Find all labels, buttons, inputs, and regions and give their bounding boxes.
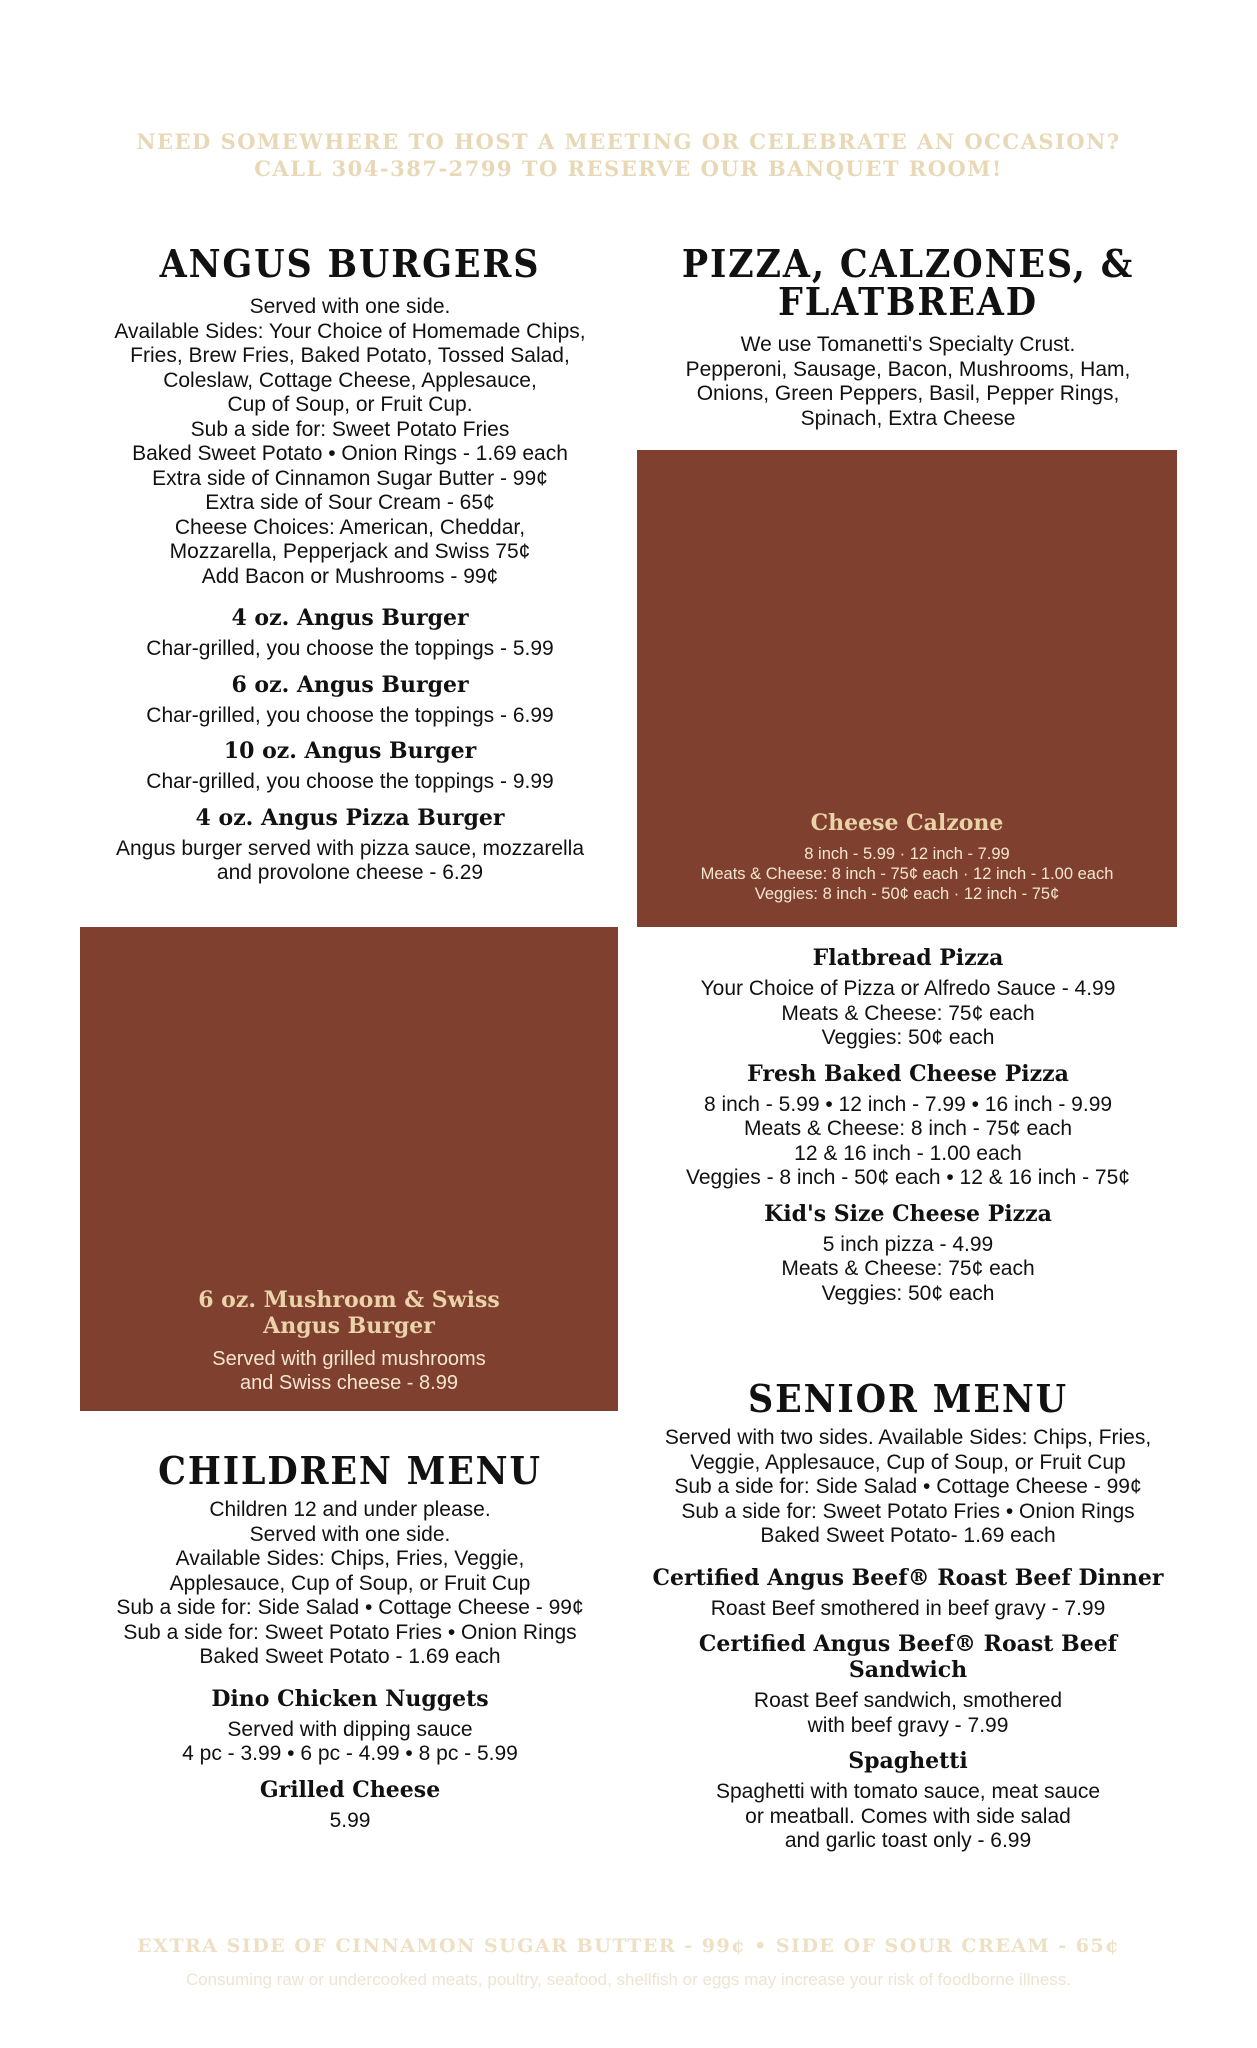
item-name: Spaghetti	[848, 1748, 968, 1774]
item-desc-line: Your Choice of Pizza or Alfredo Sauce - 4.99	[700, 977, 1116, 1000]
item-desc: Char-grilled, you choose the toppings - 9.99	[146, 770, 554, 793]
item-desc: Char-grilled, you choose the toppings - 6.99	[146, 703, 554, 727]
menu-item	[637, 945, 1179, 1051]
item-desc	[637, 1689, 1179, 1738]
item-name-line: Certified Angus Beef® Roast Beef	[698, 1631, 1118, 1657]
menu-item	[80, 738, 620, 795]
pizza-intro-line: Pepperoni, Sausage, Bacon, Mushrooms, Ham,	[685, 357, 1131, 381]
pizza-intro-line: Onions, Green Peppers, Basil, Pepper Rings,	[696, 382, 1120, 405]
item-desc-line: 4 pc - 3.99 • 6 pc - 4.99 • 8 pc - 5.99	[182, 1742, 518, 1765]
menu-item	[80, 1777, 620, 1834]
section-title-pizza-line: FLATBREAD	[778, 279, 1038, 324]
banquet-banner	[0, 128, 1257, 182]
item-desc-line: and provolone cheese - 6.29	[216, 861, 484, 884]
senior-intro-line: Baked Sweet Potato- 1.69 each	[760, 1524, 1056, 1547]
featured-item-desc-line: Served with grilled mushrooms	[212, 1348, 486, 1370]
burgers-intro-line: Cup of Soup, or Fruit Cup.	[227, 393, 473, 416]
senior-intro-line: Sub a side for: Side Salad • Cottage Cheese - 99¢	[674, 1475, 1142, 1498]
burgers-intro-line: Add Bacon or Mushrooms - 99¢	[201, 564, 499, 588]
featured-item-desc-line: and Swiss cheese - 8.99	[240, 1372, 458, 1394]
item-name: 4 oz. Angus Pizza Burger	[195, 804, 505, 831]
item-desc	[637, 1780, 1179, 1854]
children-intro-line: Sub a side for: Side Salad • Cottage Cheese - 99¢	[116, 1596, 584, 1619]
senior-intro-line: Sub a side for: Sweet Potato Fries • Onion Rings	[681, 1499, 1135, 1523]
burgers-intro-line: Baked Sweet Potato • Onion Rings - 1.69 each	[132, 442, 568, 465]
featured-item-name-line: Angus Burger	[263, 1313, 435, 1339]
burgers-intro	[80, 295, 620, 589]
item-name: Certified Angus Beef® Roast Beef Dinner	[652, 1564, 1164, 1591]
senior-menu-section	[637, 1376, 1179, 1854]
menu-item	[80, 805, 620, 886]
featured-panel-cheese-calzone	[637, 450, 1177, 927]
children-intro-line: Applesauce, Cup of Soup, or Fruit Cup	[169, 1571, 531, 1595]
pizza-intro	[637, 333, 1179, 431]
featured-item-name	[80, 1287, 618, 1339]
pizza-intro-line: Spinach, Extra Cheese	[800, 406, 1016, 430]
featured-panel-mushroom-swiss	[80, 927, 618, 1411]
banner-line-2: CALL 304-387-2799 TO RESERVE OUR BANQUET ROOM!	[254, 156, 1003, 181]
menu-item	[637, 1061, 1179, 1191]
menu-item	[80, 672, 620, 729]
featured-item-name: Cheese Calzone	[810, 810, 1004, 836]
section-title-pizza-line: PIZZA, CALZONES, &	[681, 241, 1135, 286]
item-desc	[637, 1093, 1179, 1191]
item-name: Grilled Cheese	[259, 1776, 441, 1803]
menu-item	[80, 605, 620, 662]
featured-item-desc	[637, 844, 1177, 904]
featured-item-desc-line: Meats & Cheese: 8 inch - 75¢ each · 12 inch - 1.00 each	[700, 865, 1114, 883]
section-title-angus-burgers: ANGUS BURGERS	[159, 241, 541, 286]
featured-item-name-line: 6 oz. Mushroom & Swiss	[198, 1287, 500, 1313]
burgers-intro-line: Sub a side for: Sweet Potato Fries	[190, 417, 510, 441]
senior-intro	[637, 1426, 1179, 1549]
item-desc-line: Meats & Cheese: 75¢ each	[781, 1257, 1035, 1280]
item-desc	[637, 977, 1179, 1051]
pizza-section	[637, 241, 1179, 431]
menu-item	[637, 1631, 1179, 1738]
item-desc-line: Veggies: 50¢ each	[821, 1026, 995, 1049]
children-intro-line: Sub a side for: Sweet Potato Fries • Onion Rings	[123, 1620, 577, 1644]
item-name: Flatbread Pizza	[812, 945, 1004, 971]
item-desc: Roast Beef smothered in beef gravy - 7.99	[710, 1596, 1106, 1620]
item-name: 10 oz. Angus Burger	[223, 738, 477, 764]
menu-item	[637, 1201, 1179, 1307]
item-desc-line: Spaghetti with tomato sauce, meat sauce	[715, 1780, 1101, 1803]
angus-burgers-section	[80, 241, 620, 886]
pizza-intro-line: We use Tomanetti's Specialty Crust.	[740, 333, 1076, 356]
item-desc	[637, 1233, 1179, 1307]
item-desc-line: 12 & 16 inch - 1.00 each	[794, 1141, 1022, 1165]
item-desc-line: Roast Beef sandwich, smothered	[753, 1689, 1063, 1712]
section-title-pizza	[659, 241, 1158, 324]
item-desc-line: Served with dipping sauce	[227, 1717, 473, 1741]
children-intro-line: Available Sides: Chips, Fries, Veggie,	[175, 1547, 525, 1570]
item-desc-line: 8 inch - 5.99 • 12 inch - 7.99 • 16 inch - 9.99	[703, 1092, 1113, 1116]
burgers-intro-line: Coleslaw, Cottage Cheese, Applesauce,	[163, 368, 537, 392]
children-intro-line: Children 12 and under please.	[209, 1498, 491, 1521]
section-title-senior-menu: SENIOR MENU	[748, 1376, 1068, 1421]
item-name: 6 oz. Angus Burger	[231, 671, 469, 698]
featured-item-desc-line: Veggies: 8 inch - 50¢ each · 12 inch - 75¢	[754, 885, 1060, 903]
item-desc-line: Veggies: 50¢ each	[821, 1281, 995, 1305]
children-intro-line: Served with one side.	[249, 1522, 451, 1546]
item-desc-line: and garlic toast only - 6.99	[784, 1829, 1032, 1852]
item-name: 4 oz. Angus Burger	[231, 605, 469, 631]
footer-extras-note: EXTRA SIDE OF CINNAMON SUGAR BUTTER - 99¢ • SIDE OF SOUR CREAM - 65¢	[137, 1935, 1120, 1957]
featured-item-desc	[80, 1347, 618, 1395]
senior-intro-line: Served with two sides. Available Sides: Chips, Fries,	[664, 1426, 1152, 1449]
burgers-intro-line: Mozzarella, Pepperjack and Swiss 75¢	[169, 540, 531, 563]
burgers-intro-line: Cheese Choices: American, Cheddar,	[174, 515, 526, 539]
menu-item	[637, 1748, 1179, 1854]
section-title-children-menu: CHILDREN MENU	[158, 1448, 542, 1493]
burgers-intro-line: Extra side of Cinnamon Sugar Butter - 99¢	[152, 466, 548, 490]
item-name	[637, 1631, 1179, 1683]
pizza-items	[637, 945, 1179, 1306]
item-name: Kid's Size Cheese Pizza	[764, 1200, 1052, 1227]
item-name: Fresh Baked Cheese Pizza	[747, 1060, 1069, 1087]
children-intro-line: Baked Sweet Potato - 1.69 each	[199, 1645, 501, 1668]
item-desc: Char-grilled, you choose the toppings - 5.99	[146, 637, 554, 660]
item-desc	[80, 1718, 620, 1767]
item-desc-line: or meatball. Comes with side salad	[745, 1804, 1071, 1828]
menu-item	[80, 1686, 620, 1767]
burgers-intro-line: Fries, Brew Fries, Baked Potato, Tossed Salad,	[130, 344, 570, 367]
featured-item-desc-line: 8 inch - 5.99 · 12 inch - 7.99	[804, 845, 1010, 863]
item-desc-line: with beef gravy - 7.99	[807, 1713, 1009, 1737]
item-name-line: Sandwich	[848, 1657, 968, 1683]
item-name: Dino Chicken Nuggets	[211, 1685, 489, 1712]
item-desc-line: Veggies - 8 inch - 50¢ each • 12 & 16 inch - 75¢	[686, 1166, 1130, 1189]
item-desc: 5.99	[329, 1808, 371, 1832]
item-desc-line: Meats & Cheese: 75¢ each	[781, 1001, 1035, 1025]
item-desc	[80, 837, 620, 886]
item-desc-line: Angus burger served with pizza sauce, mozzarella	[115, 836, 585, 860]
senior-intro-line: Veggie, Applesauce, Cup of Soup, or Fruit Cup	[690, 1450, 1126, 1474]
menu-item	[637, 1565, 1179, 1622]
children-menu-section	[80, 1448, 620, 1833]
item-desc-line: 5 inch pizza - 4.99	[822, 1232, 994, 1256]
burgers-intro-line: Extra side of Sour Cream - 65¢	[205, 491, 495, 514]
burgers-intro-line: Available Sides: Your Choice of Homemade Chips,	[114, 319, 586, 343]
children-intro	[80, 1498, 620, 1670]
item-desc-line: Meats & Cheese: 8 inch - 75¢ each	[743, 1117, 1073, 1140]
burgers-intro-line: Served with one side.	[249, 295, 451, 318]
banner-line-1: NEED SOMEWHERE TO HOST A MEETING OR CELEBRATE AN OCCASION?	[136, 129, 1121, 154]
footer-health-disclaimer: Consuming raw or undercooked meats, poultry, seafood, shellfish or eggs may increase your risk of foodborne illness.	[185, 1970, 1072, 1989]
